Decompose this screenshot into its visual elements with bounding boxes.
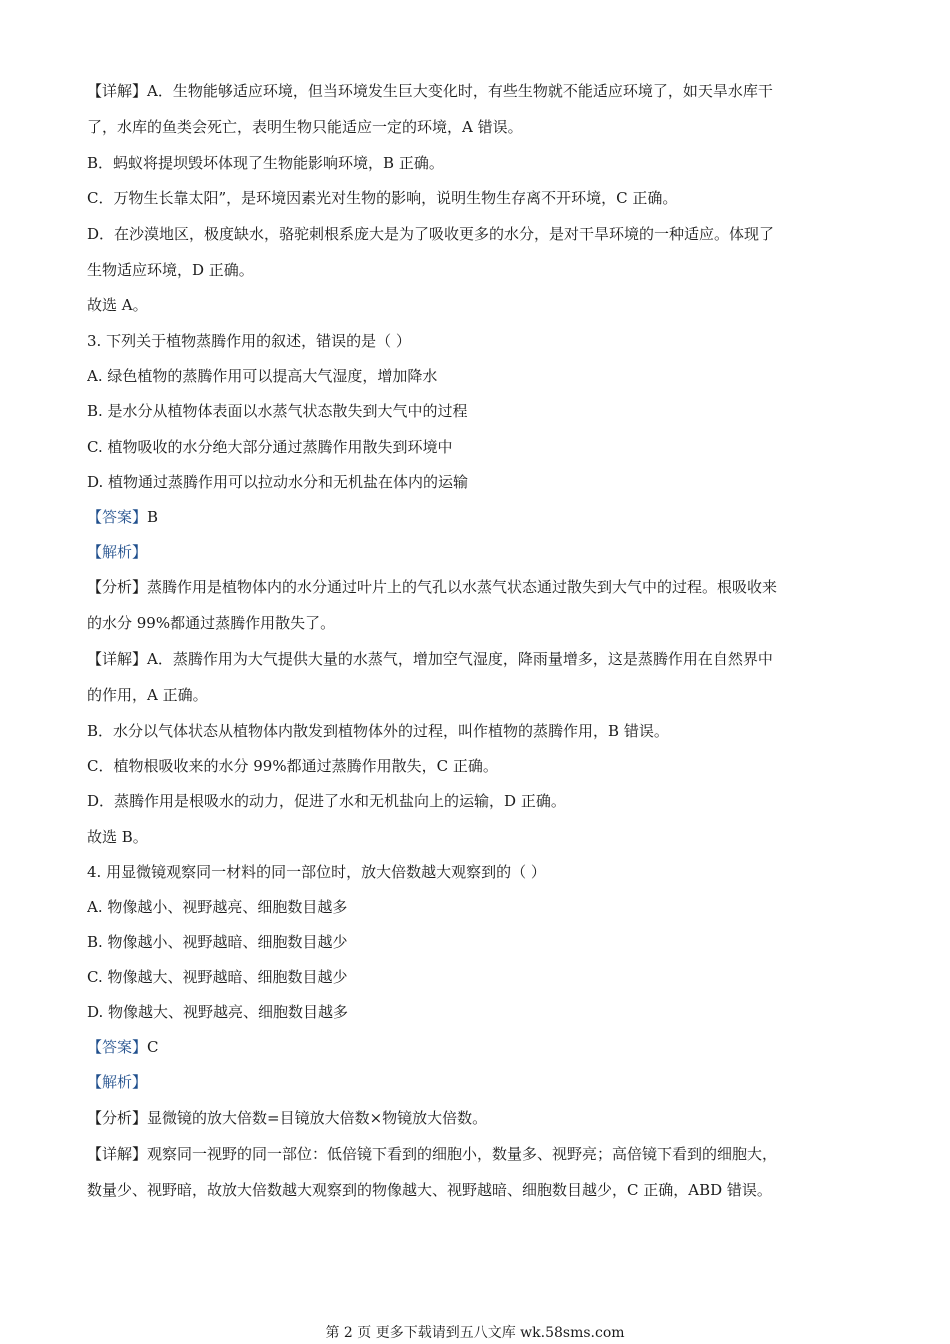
line-text: C．万物生长靠太阳”，是环境因素光对生物的影响，说明生物生存离不开环境，C 正确。: [87, 189, 678, 207]
line-text: B: [147, 508, 159, 526]
line-text: D. 物像越大、视野越亮、细胞数目越多: [87, 1003, 349, 1021]
line-text: 【详解】A．生物能够适应环境，但当环境发生巨大变化时，有些生物就不能适应环境了，如天旱水库干: [87, 82, 773, 100]
text-line: [87, 861, 867, 883]
line-text: A. 物像越小、视野越亮、细胞数目越多: [87, 898, 348, 916]
text-line: [87, 80, 867, 102]
line-text: D. 植物通过蒸腾作用可以拉动水分和无机盐在体内的运输: [87, 473, 469, 491]
text-line: [87, 931, 867, 953]
text-line: [87, 576, 867, 598]
text-line: [87, 541, 867, 563]
line-text: 【分析】蒸腾作用是植物体内的水分通过叶片上的气孔以水蒸气状态通过散失到大气中的过程。根吸收来: [87, 578, 778, 596]
line-text: B．蚂蚁将提坝毁坏体现了生物能影响环境，B 正确。: [87, 154, 444, 172]
text-line: [87, 223, 867, 245]
text-line: [87, 1001, 867, 1023]
line-text: D．蒸腾作用是根吸水的动力，促进了水和无机盐向上的运输，D 正确。: [87, 792, 566, 810]
line-text: 数量少、视野暗，故放大倍数越大观察到的物像越大、视野越暗、细胞数目越少，C 正确，ABD 错误。: [87, 1181, 772, 1199]
line-text: D．在沙漠地区，极度缺水，骆驼刺根系庞大是为了吸收更多的水分，是对干旱环境的一种适应。体现了: [87, 225, 775, 243]
line-text: 【详解】观察同一视野的同一部位：低倍镜下看到的细胞小，数量多、视野亮；高倍镜下看到的细胞大，: [87, 1145, 778, 1163]
text-line: [87, 966, 867, 988]
line-text: C. 植物吸收的水分绝大部分通过蒸腾作用散失到环境中: [87, 438, 453, 456]
line-text: 3. 下列关于植物蒸腾作用的叙述，错误的是（ ）: [87, 332, 411, 350]
line-text: C: [147, 1038, 159, 1056]
text-line: [87, 294, 867, 316]
text-line: [87, 1036, 867, 1058]
line-text: C．植物根吸收来的水分 99%都通过蒸腾作用散失，C 正确。: [87, 757, 498, 775]
text-line: [87, 506, 867, 528]
line-text: B．水分以气体状态从植物体内散发到植物体外的过程，叫作植物的蒸腾作用，B 错误。: [87, 722, 669, 740]
text-line: [87, 1071, 867, 1093]
text-line: [87, 152, 867, 174]
line-text: 4. 用显微镜观察同一材料的同一部位时，放大倍数越大观察到的（ ）: [87, 863, 546, 881]
text-line: [87, 826, 867, 848]
text-line: [87, 720, 867, 742]
text-line: [87, 1179, 867, 1201]
text-line: [87, 400, 867, 422]
section-tag: 【解析】: [87, 1073, 148, 1091]
section-tag: 【答案】: [87, 508, 148, 526]
line-text: C. 物像越大、视野越暗、细胞数目越少: [87, 968, 348, 986]
text-line: [87, 365, 867, 387]
line-text: A. 绿色植物的蒸腾作用可以提高大气湿度，增加降水: [87, 367, 438, 385]
text-line: [87, 259, 867, 281]
line-text: 的水分 99%都通过蒸腾作用散失了。: [87, 614, 336, 632]
line-text: B. 物像越小、视野越暗、细胞数目越少: [87, 933, 348, 951]
text-line: [87, 1107, 867, 1129]
line-text: 故选 A。: [87, 296, 148, 314]
text-line: [87, 471, 867, 493]
line-text: 了，水库的鱼类会死亡，表明生物只能适应一定的环境，A 错误。: [87, 118, 523, 136]
line-text: 生物适应环境，D 正确。: [87, 261, 254, 279]
text-line: [87, 790, 867, 812]
text-line: [87, 648, 867, 670]
line-text: 故选 B。: [87, 828, 148, 846]
section-tag: 【解析】: [87, 543, 148, 561]
line-text: 的作用，A 正确。: [87, 686, 208, 704]
line-text: 【分析】显微镜的放大倍数=目镜放大倍数×物镜放大倍数。: [87, 1109, 488, 1127]
line-text: B. 是水分从植物体表面以水蒸气状态散失到大气中的过程: [87, 402, 468, 420]
text-line: [87, 1143, 867, 1165]
text-line: [87, 187, 867, 209]
page-footer: 第 2 页 更多下载请到五八文库 wk.58sms.com: [325, 1325, 625, 1341]
text-line: [87, 436, 867, 458]
text-line: [87, 330, 867, 352]
text-line: [87, 612, 867, 634]
text-line: [87, 755, 867, 777]
text-line: [87, 116, 867, 138]
text-line: [87, 684, 867, 706]
section-tag: 【答案】: [87, 1038, 148, 1056]
text-line: [87, 896, 867, 918]
line-text: 【详解】A．蒸腾作用为大气提供大量的水蒸气，增加空气湿度，降雨量增多，这是蒸腾作用在自然界中: [87, 650, 773, 668]
